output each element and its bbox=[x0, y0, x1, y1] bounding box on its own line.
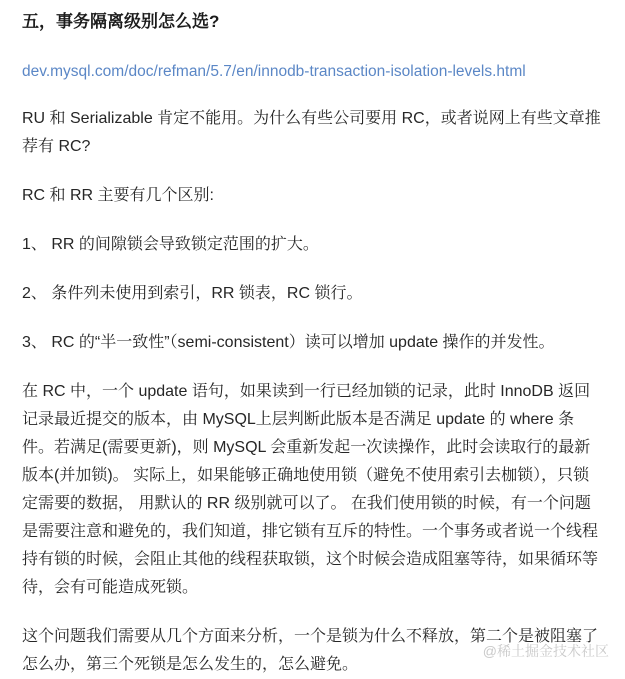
juejin-watermark: @稀土掘金技术社区 bbox=[482, 643, 609, 659]
paragraph-differences-heading: RC 和 RR 主要有几个区别: bbox=[22, 187, 215, 204]
list-item-2: 2、 条件列未使用到索引，RR 锁表，RC 锁行。 bbox=[22, 285, 363, 302]
paragraph-rc-update-explanation: 在 RC 中，一个 update 语句，如果读到一行已经加锁的记录，此时 InnoDB 返回记录最近提交的版本，由 MySQL上层判断此版本是否满足 update 的 where 条件。若满足(需要更新)，则 MySQL 会重新发起一次读操作，此时会读取行的最新版本(并加锁)。 实际上，如果能够正确地使用锁（避免不使用索引去枷锁），只锁定需要的数据， 用默认的 RR 级别就可以了。 在我们使用锁的时候，有一个问题是需要注意和避免的，我们知道，排它锁有互斥的特性。一个事务或者说一个线程持有锁的时候，会阻止其他的线程获取锁，这个时候会造成阻塞等待，如果循环等待，会有可能造成死锁。 bbox=[22, 383, 599, 596]
list-item-3: 3、 RC 的“半一致性”（semi-consistent）读可以增加 update 操作的并发性。 bbox=[22, 334, 555, 351]
link-row bbox=[22, 58, 601, 86]
paragraph-intro: RU 和 Serializable 肯定不能用。为什么有些公司要用 RC，或者说网上有些文章推荐有 RC? bbox=[22, 110, 601, 155]
paragraph-analysis: 这个问题我们需要从几个方面来分析，一个是锁为什么不释放，第二个是被阻塞了怎么办，第三个死锁是怎么发生的，怎么避免。 bbox=[22, 628, 599, 673]
list-item-1: 1、 RR 的间隙锁会导致锁定范围的扩大。 bbox=[22, 236, 319, 253]
article-title: 五，事务隔离级别怎么选? bbox=[22, 12, 220, 31]
article-link[interactable]: dev.mysql.com/doc/refman/5.7/en/innodb-transaction-isolation-levels.html bbox=[22, 63, 526, 80]
